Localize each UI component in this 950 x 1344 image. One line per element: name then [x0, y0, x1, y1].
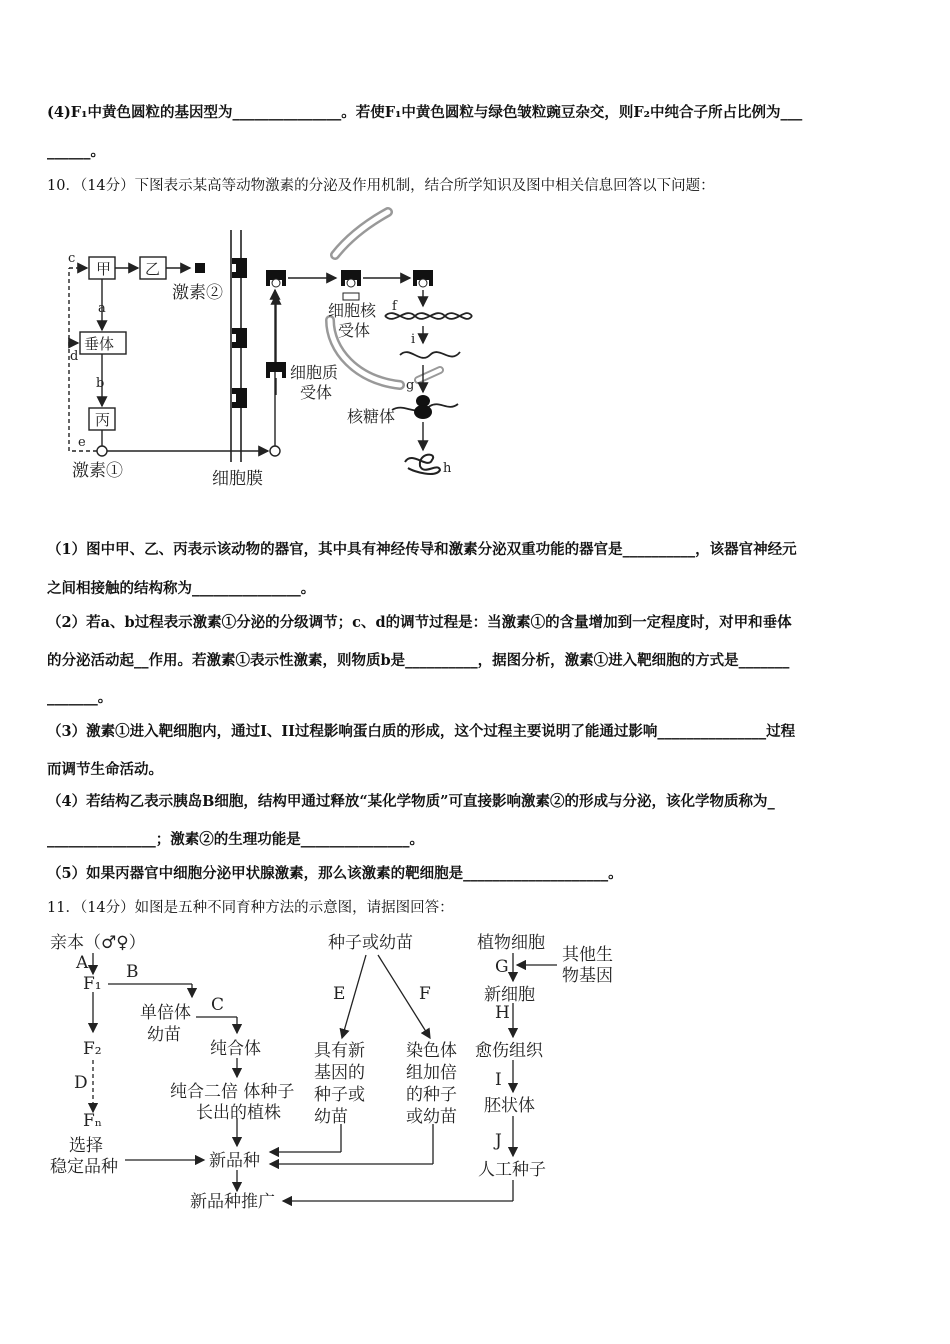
- q10-p4-line-2: _______________；激素②的生理功能是_______________。: [47, 831, 424, 848]
- label-ribosome: 核糖体: [347, 407, 396, 426]
- label-cyto-receptor-1: 细胞质: [290, 363, 339, 382]
- label-C: C: [211, 995, 225, 1015]
- label-haploid-2: 幼苗: [147, 1025, 181, 1045]
- q10-p5-line-1: （5）如果丙器官中细胞分泌甲状腺激素，那么该激素的靶细胞是____________________。: [47, 865, 623, 882]
- q10-p1-line-2: 之间相接触的结构称为_______________。: [47, 580, 316, 597]
- label-chrom-2: 组加倍: [406, 1063, 457, 1083]
- label-yi: 乙: [145, 260, 161, 278]
- label-jia: 甲: [96, 260, 112, 278]
- label-newgene-3: 种子或: [314, 1085, 365, 1105]
- q10-p2-line-1: （2）若a、b过程表示激素①分泌的分级调节；c、d的调节过程是：当激素①的含量增加到一定程度时，对甲和垂体: [47, 614, 792, 631]
- label-embryoid: 胚状体: [484, 1096, 535, 1116]
- label-seed-top: 种子或幼苗: [328, 933, 413, 953]
- label-artificial-seed: 人工种子: [478, 1160, 546, 1180]
- label-homozygous: 纯合体: [210, 1039, 261, 1059]
- label-diploid-1: 纯合二倍 体种子: [170, 1082, 295, 1102]
- q10-header: 10．（14分）下图表示某高等动物激素的分泌及作用机制，结合所学知识及图中相关信息回答以下问题：: [47, 178, 715, 194]
- label-E: E: [333, 984, 346, 1004]
- label-bing: 丙: [95, 411, 111, 429]
- label-I: I: [495, 1070, 502, 1090]
- label-nuc-receptor-2: 受体: [338, 321, 371, 340]
- label-chrom-3: 的种子: [406, 1085, 457, 1105]
- label-other-2: 物基因: [562, 966, 613, 986]
- label-J: J: [495, 1131, 502, 1151]
- q10-p2-line-3: _______。: [47, 689, 113, 706]
- label-select-2: 稳定品种: [50, 1157, 118, 1177]
- label-new-cell: 新细胞: [484, 985, 535, 1005]
- label-i: i: [411, 332, 416, 347]
- q11-header: 11．（14分）如图是五种不同育种方法的示意图，请据图回答：: [47, 900, 454, 916]
- label-newgene-1: 具有新: [314, 1041, 365, 1061]
- label-c: c: [68, 251, 76, 266]
- label-a: a: [98, 301, 106, 316]
- label-A: A: [76, 953, 89, 973]
- label-callus: 愈伤组织: [475, 1041, 543, 1061]
- label-B: B: [126, 962, 139, 982]
- label-F1: F₁: [83, 974, 102, 994]
- label-h: h: [443, 461, 452, 476]
- label-nuc-receptor-1: 细胞核: [328, 301, 377, 320]
- label-e: e: [78, 435, 86, 450]
- label-hormone-2: 激素②: [172, 283, 223, 303]
- label-newgene-2: 基因的: [314, 1063, 365, 1083]
- q9-text-line-2: ______。: [47, 143, 105, 160]
- label-promotion: 新品种推广: [190, 1192, 275, 1212]
- label-G: G: [495, 957, 509, 977]
- label-chuiti: 垂体: [84, 335, 115, 353]
- label-F2: F₂: [83, 1039, 102, 1059]
- q10-p4-line-1: （4）若结构乙表示胰岛B细胞，结构甲通过释放“某化学物质”可直接影响激素②的形成与分泌，该化学物质称为_: [47, 793, 775, 810]
- label-d: d: [70, 349, 79, 364]
- q9-text-line-1: (4)F₁中黄色圆粒的基因型为_______________。若使F₁中黄色圆粒与绿色皱粒豌豆杂交，则F₂中纯合子所占比例为___: [47, 104, 803, 121]
- label-chrom-1: 染色体: [406, 1041, 457, 1061]
- label-F: F: [419, 984, 431, 1004]
- label-diploid-2: 长出的植株: [196, 1103, 281, 1123]
- label-H: H: [495, 1003, 510, 1023]
- q10-p3-line-1: （3）激素①进入靶细胞内，通过I、II过程影响蛋白质的形成，这个过程主要说明了能通过影响_______________过程: [47, 723, 796, 740]
- label-new-variety: 新品种: [209, 1151, 260, 1171]
- label-other-1: 其他生: [562, 945, 613, 965]
- label-parent: 亲本（♂♀）: [50, 933, 146, 953]
- label-chrom-4: 或幼苗: [406, 1107, 457, 1127]
- q10-p1-line-1: （1）图中甲、乙、丙表示该动物的器官，其中具有神经传导和激素分泌双重功能的器官是__________，该器官神经元: [47, 541, 797, 558]
- label-plant-cell: 植物细胞: [477, 933, 545, 953]
- q10-p3-line-2: 而调节生命活动。: [47, 761, 163, 778]
- label-select-1: 选择: [69, 1136, 103, 1156]
- q10-p2-line-2: 的分泌活动起__作用。若激素①表示性激素，则物质b是__________，据图分析，激素①进入靶细胞的方式是_______: [47, 652, 790, 669]
- label-newgene-4: 幼苗: [314, 1107, 348, 1127]
- label-haploid-1: 单倍体: [140, 1003, 191, 1023]
- label-g: g: [406, 378, 415, 393]
- label-b: b: [96, 376, 105, 391]
- label-D: D: [74, 1073, 88, 1093]
- label-membrane: 细胞膜: [212, 469, 263, 489]
- label-Fn: Fₙ: [83, 1111, 103, 1131]
- label-cyto-receptor-2: 受体: [300, 383, 333, 402]
- label-hormone-1: 激素①: [72, 461, 123, 481]
- label-f: f: [392, 299, 397, 314]
